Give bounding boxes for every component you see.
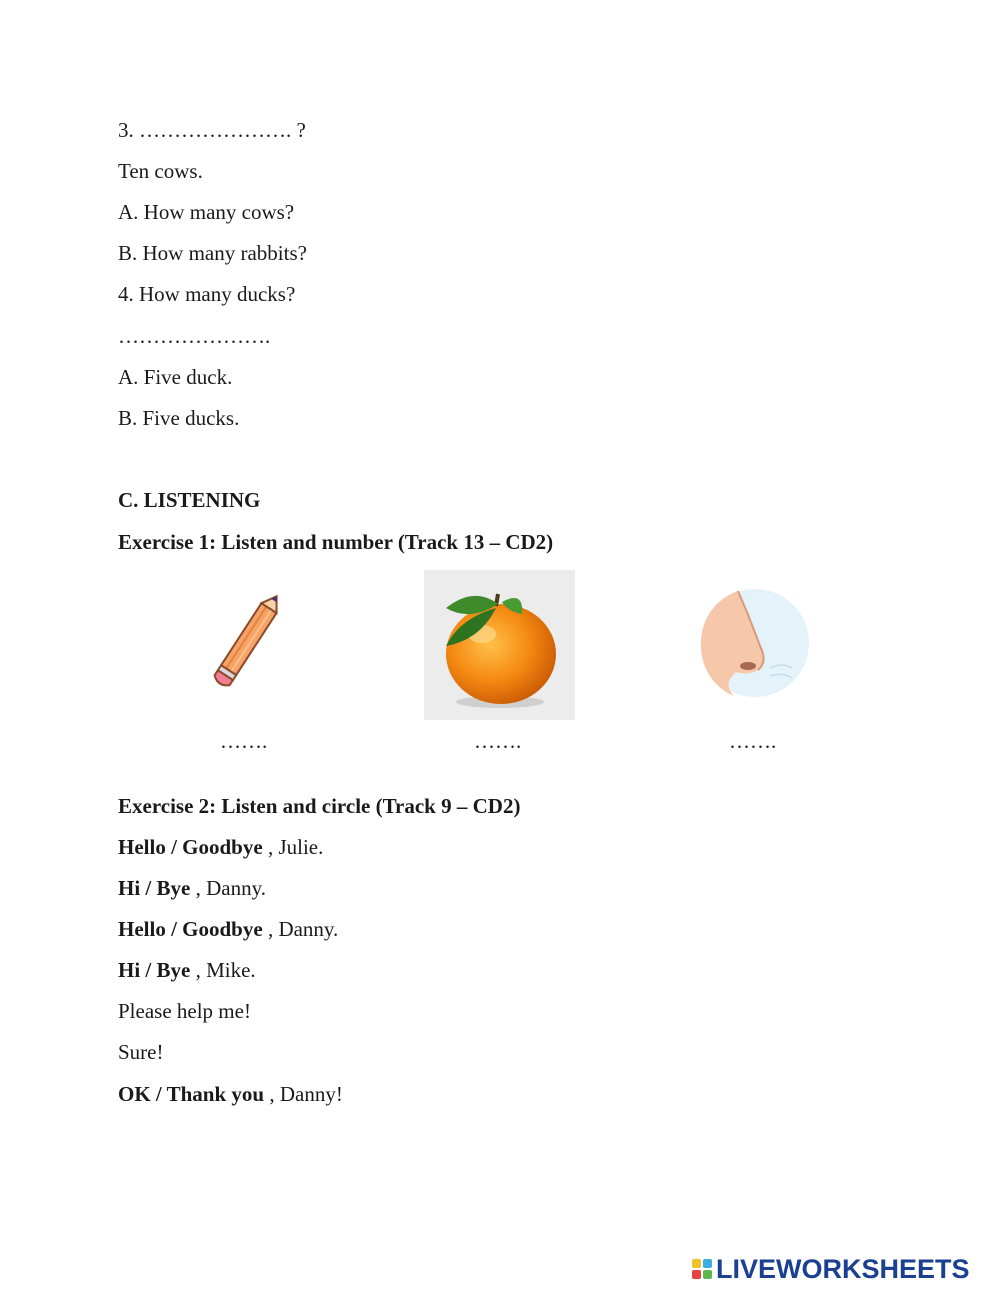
line-text: , Danny! [264,1082,343,1106]
exercise2-line [118,999,251,1023]
exercise2-title: Exercise 2: Listen and circle (Track 9 – CD2) [118,794,521,818]
exercise2-line [118,1040,164,1064]
choice-text[interactable]: Hello / Goodbye [118,835,263,859]
choice-text[interactable]: Hello / Goodbye [118,917,263,941]
line-text: , Danny. [262,917,339,941]
q4-option-b[interactable]: B. Five ducks. [118,406,240,430]
q3-option-b[interactable]: B. How many rabbits? [118,241,307,265]
brand-name: LIVEWORKSHEETS [716,1253,970,1284]
nose-icon [700,588,810,698]
choice-text[interactable]: Hi / Bye [118,958,191,982]
line-text: , Danny. [190,876,266,900]
exercise2-line[interactable] [118,917,338,941]
choice-text[interactable]: Hi / Bye [118,876,191,900]
exercise1-title: Exercise 1: Listen and number (Track 13 – CD2) [118,530,554,554]
q4-blank[interactable]: …………………. [118,324,271,348]
line-text: , Julie. [262,835,324,859]
exercise2-line[interactable] [118,1082,343,1106]
q3-option-a[interactable]: A. How many cows? [118,200,295,224]
q3-prompt: 3. …………………. ? [118,118,306,142]
q4-option-a[interactable]: A. Five duck. [118,365,233,389]
line-text: Sure! [118,1040,164,1064]
exercise2-line[interactable] [118,876,266,900]
orange-icon [424,570,575,720]
exercise1-blank-orange[interactable]: ……. [474,729,522,753]
exercise2-line[interactable] [118,835,323,859]
q3-answer: Ten cows. [118,159,203,183]
logo-mark-icon [692,1259,712,1279]
exercise1-blank-nose[interactable]: ……. [729,729,777,753]
liveworksheets-logo[interactable] [692,1254,970,1284]
line-text: Please help me! [118,999,251,1023]
pencil-icon [205,588,285,703]
line-text: , Mike. [190,958,256,982]
q4-prompt: 4. How many ducks? [118,282,296,306]
choice-text[interactable]: OK / Thank you [118,1082,265,1106]
listening-section-title: C. LISTENING [118,488,261,512]
exercise1-blank-pencil[interactable]: ……. [220,729,268,753]
exercise2-line[interactable] [118,958,256,982]
